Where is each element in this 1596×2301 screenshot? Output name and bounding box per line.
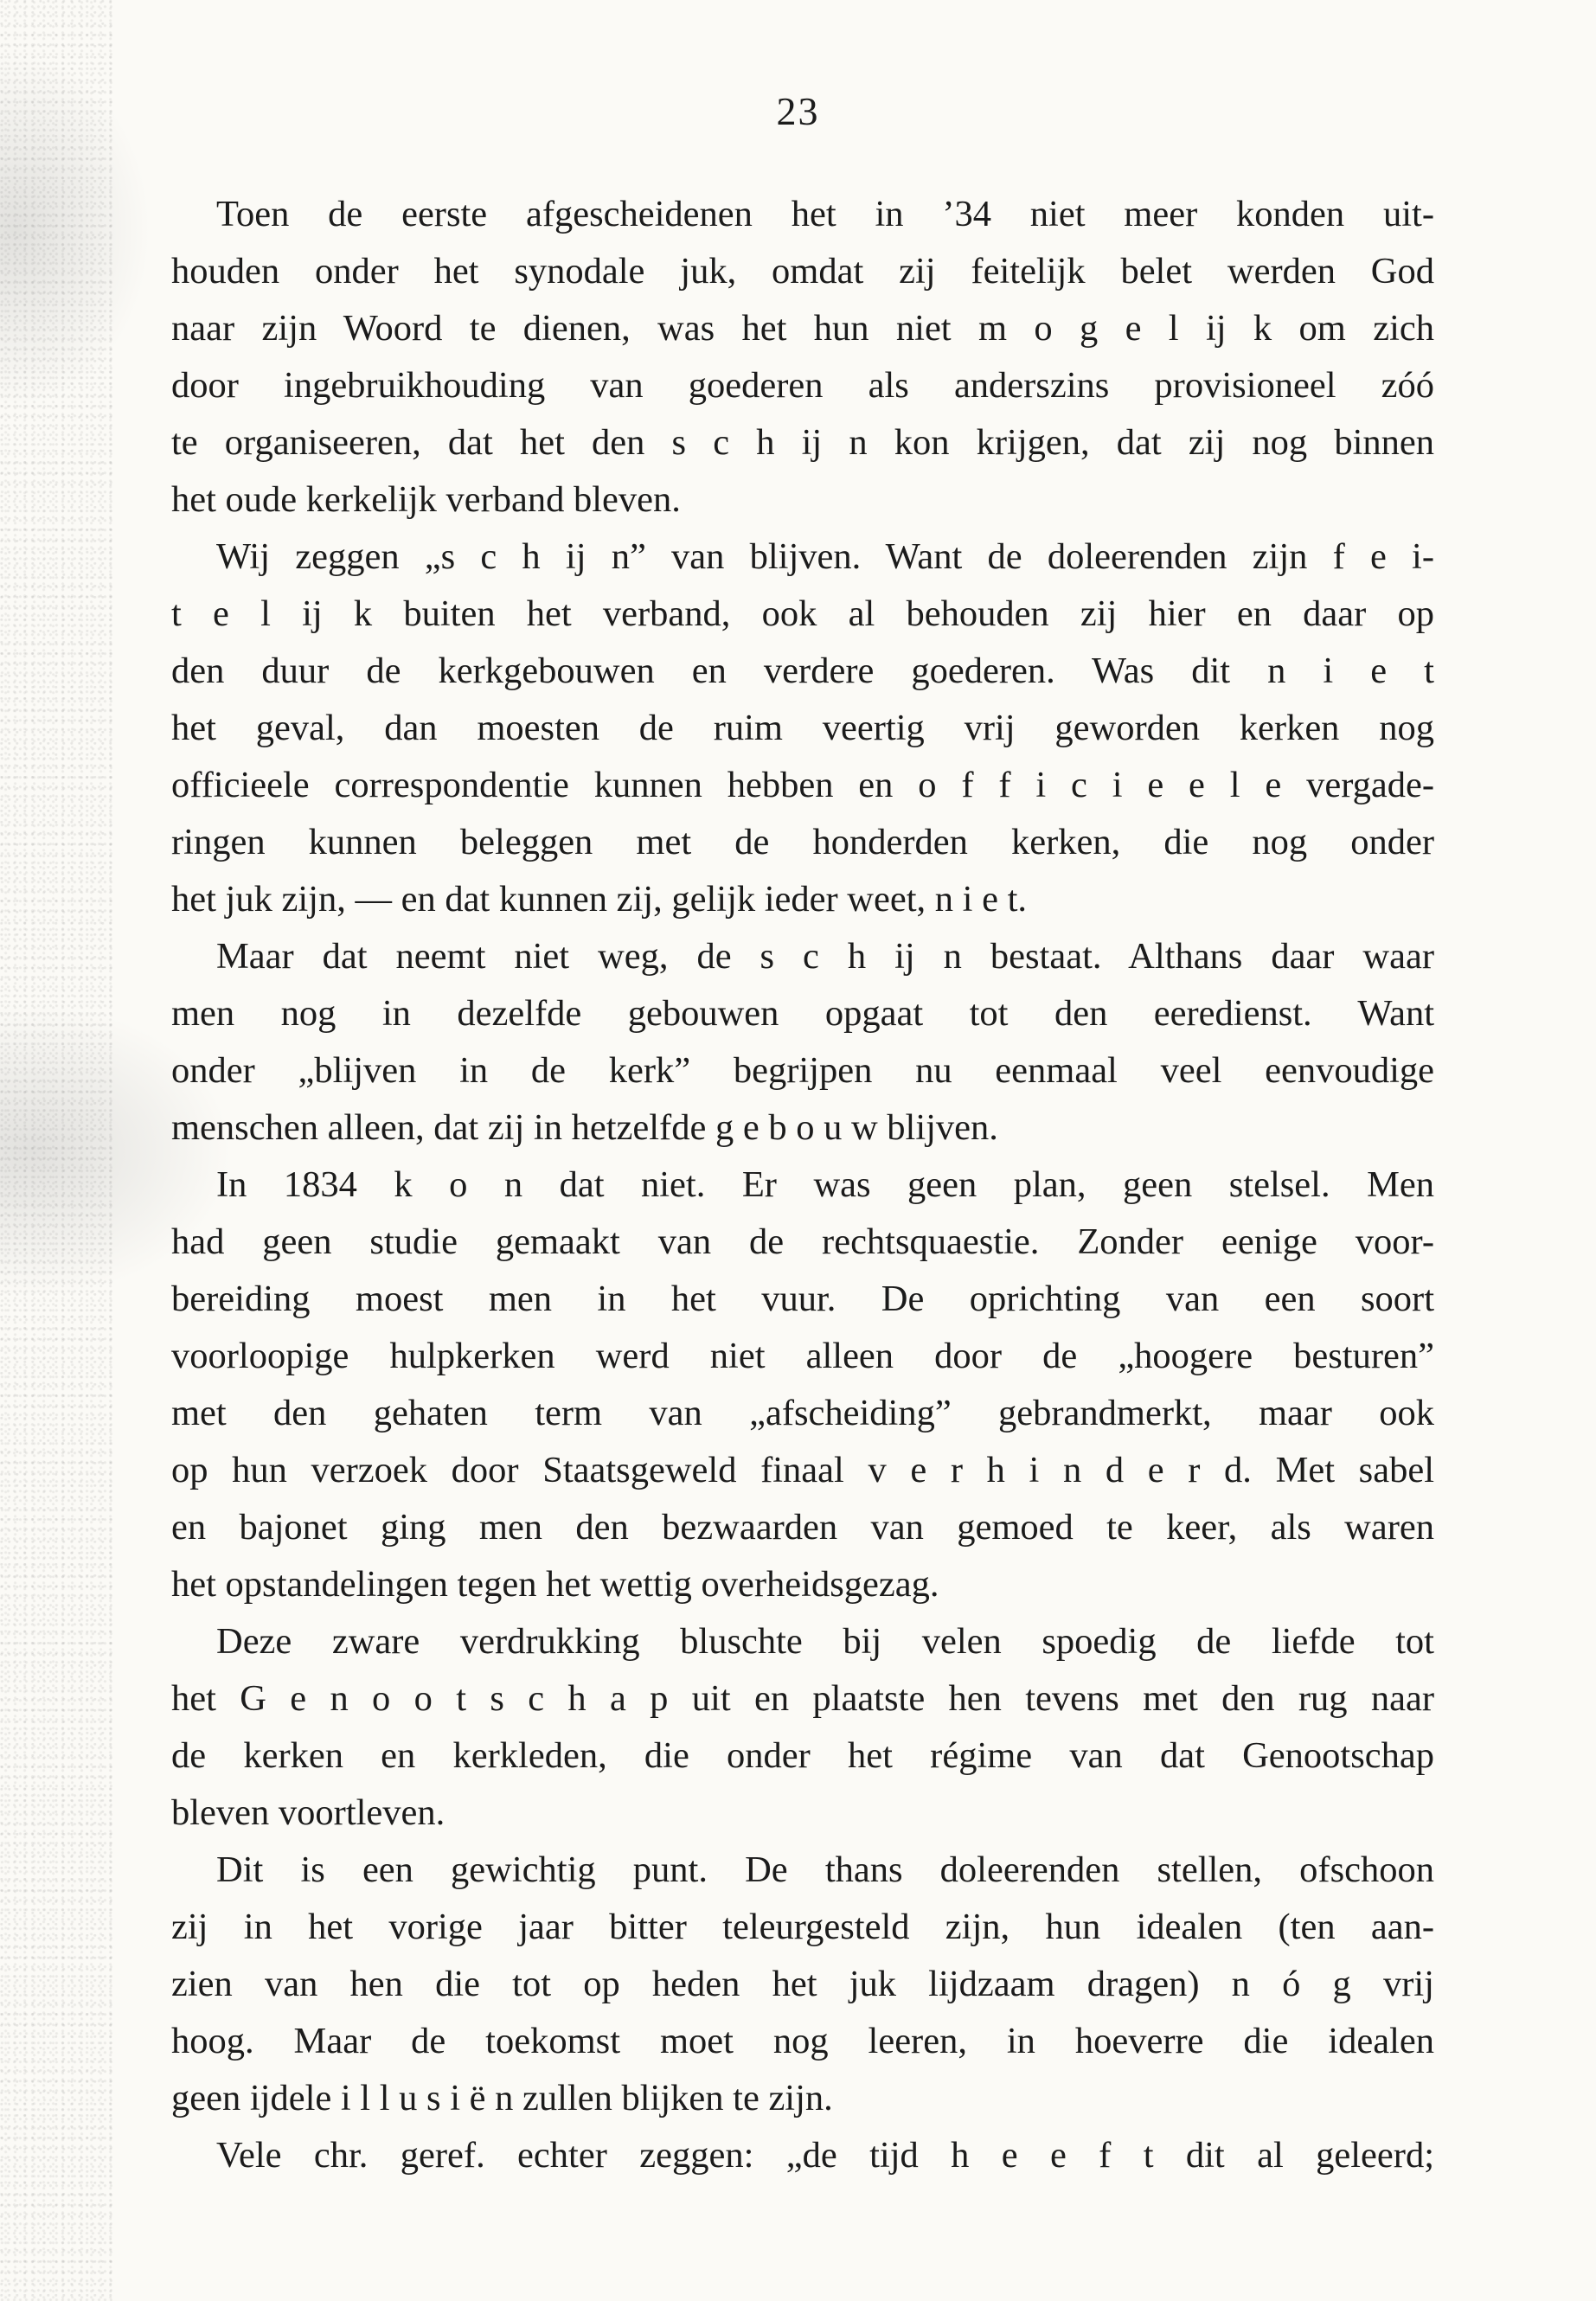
text-line: zij in het vorige jaar bitter teleurgesteld zijn, hun idealen (ten aan-	[171, 1907, 1434, 1947]
body-text	[171, 186, 1434, 2184]
text-line: het juk zijn, — en dat kunnen zij, gelijk ieder weet, n i e t.	[171, 879, 1028, 920]
text-line: de kerken en kerkleden, die onder het régime van dat Genootschap	[171, 1735, 1434, 1776]
text-line: t e l ij k buiten het verband, ook al behouden zij hier en daar op	[171, 593, 1434, 634]
text-line: had geen studie gemaakt van de rechtsquaestie. Zonder eenige voor-	[171, 1221, 1434, 1262]
text-line: Wij zeggen „s c h ij n” van blijven. Want de doleerenden zijn f e i-	[216, 536, 1434, 577]
text-line: met den gehaten term van „afscheiding” gebrandmerkt, maar ook	[171, 1393, 1434, 1433]
text-line: door ingebruikhouding van goederen als anderszins provisioneel zóó	[171, 365, 1434, 406]
page-edge-shadow	[0, 0, 112, 2301]
text-line: en bajonet ging men den bezwaarden van gemoed te keer, als waren	[171, 1507, 1434, 1548]
text-line: naar zijn Woord te dienen, was het hun niet m o g e l ij k om zich	[171, 308, 1434, 349]
text-line: te organiseeren, dat het den s c h ij n kon krijgen, dat zij nog binnen	[171, 422, 1434, 463]
page-number: 23	[776, 89, 820, 133]
text-line: zien van hen die tot op heden het juk lijdzaam dragen) n ó g vrij	[171, 1964, 1434, 2004]
text-line: bleven voortleven.	[171, 1792, 445, 1833]
text-line: Dit is een gewichtig punt. De thans doleerenden stellen, ofschoon	[216, 1849, 1434, 1890]
text-line: onder „blijven in de kerk” begrijpen nu eenmaal veel eenvoudige	[171, 1050, 1434, 1091]
text-line: het G e n o o t s c h a p uit en plaatste hen tevens met den rug naar	[171, 1678, 1434, 1719]
text-line: officieele correspondentie kunnen hebben en o f f i c i e e l e vergade-	[171, 765, 1434, 805]
text-line: het geval, dan moesten de ruim veertig vrij geworden kerken nog	[171, 708, 1434, 748]
text-line: het opstandelingen tegen het wettig overheidsgezag.	[171, 1564, 939, 1605]
text-line: den duur de kerkgebouwen en verdere goederen. Was dit n i e t	[171, 651, 1434, 691]
text-line: op hun verzoek door Staatsgeweld finaal v e r h i n d e r d. Met sabel	[171, 1450, 1434, 1490]
text-line: menschen alleen, dat zij in hetzelfde g e b o u w blijven.	[171, 1107, 998, 1148]
text-line: bereiding moest men in het vuur. De oprichting van een soort	[171, 1279, 1434, 1319]
text-line: Maar dat neemt niet weg, de s c h ij n bestaat. Althans daar waar	[216, 936, 1434, 977]
text-line: Vele chr. geref. echter zeggen: „de tijd h e e f t dit al geleerd;	[216, 2135, 1434, 2176]
text-line: Deze zware verdrukking bluschte bij velen spoedig de liefde tot	[216, 1621, 1434, 1662]
text-line: het oude kerkelijk verband bleven.	[171, 479, 681, 520]
text-line: houden onder het synodale juk, omdat zij feitelijk belet werden God	[171, 251, 1434, 292]
text-line: men nog in dezelfde gebouwen opgaat tot den eeredienst. Want	[171, 993, 1434, 1034]
text-line: geen ijdele i l l u s i ë n zullen blijken te zijn.	[171, 2078, 833, 2118]
text-line: ringen kunnen beleggen met de honderden kerken, die nog onder	[171, 822, 1434, 862]
text-line: voorloopige hulpkerken werd niet alleen door de „hoogere besturen”	[171, 1336, 1434, 1376]
text-line: hoog. Maar de toekomst moet nog leeren, in hoeverre die idealen	[171, 2021, 1434, 2061]
text-line: Toen de eerste afgescheidenen het in ’34 niet meer konden uit-	[216, 194, 1434, 234]
text-line: In 1834 k o n dat niet. Er was geen plan, geen stelsel. Men	[216, 1164, 1434, 1205]
